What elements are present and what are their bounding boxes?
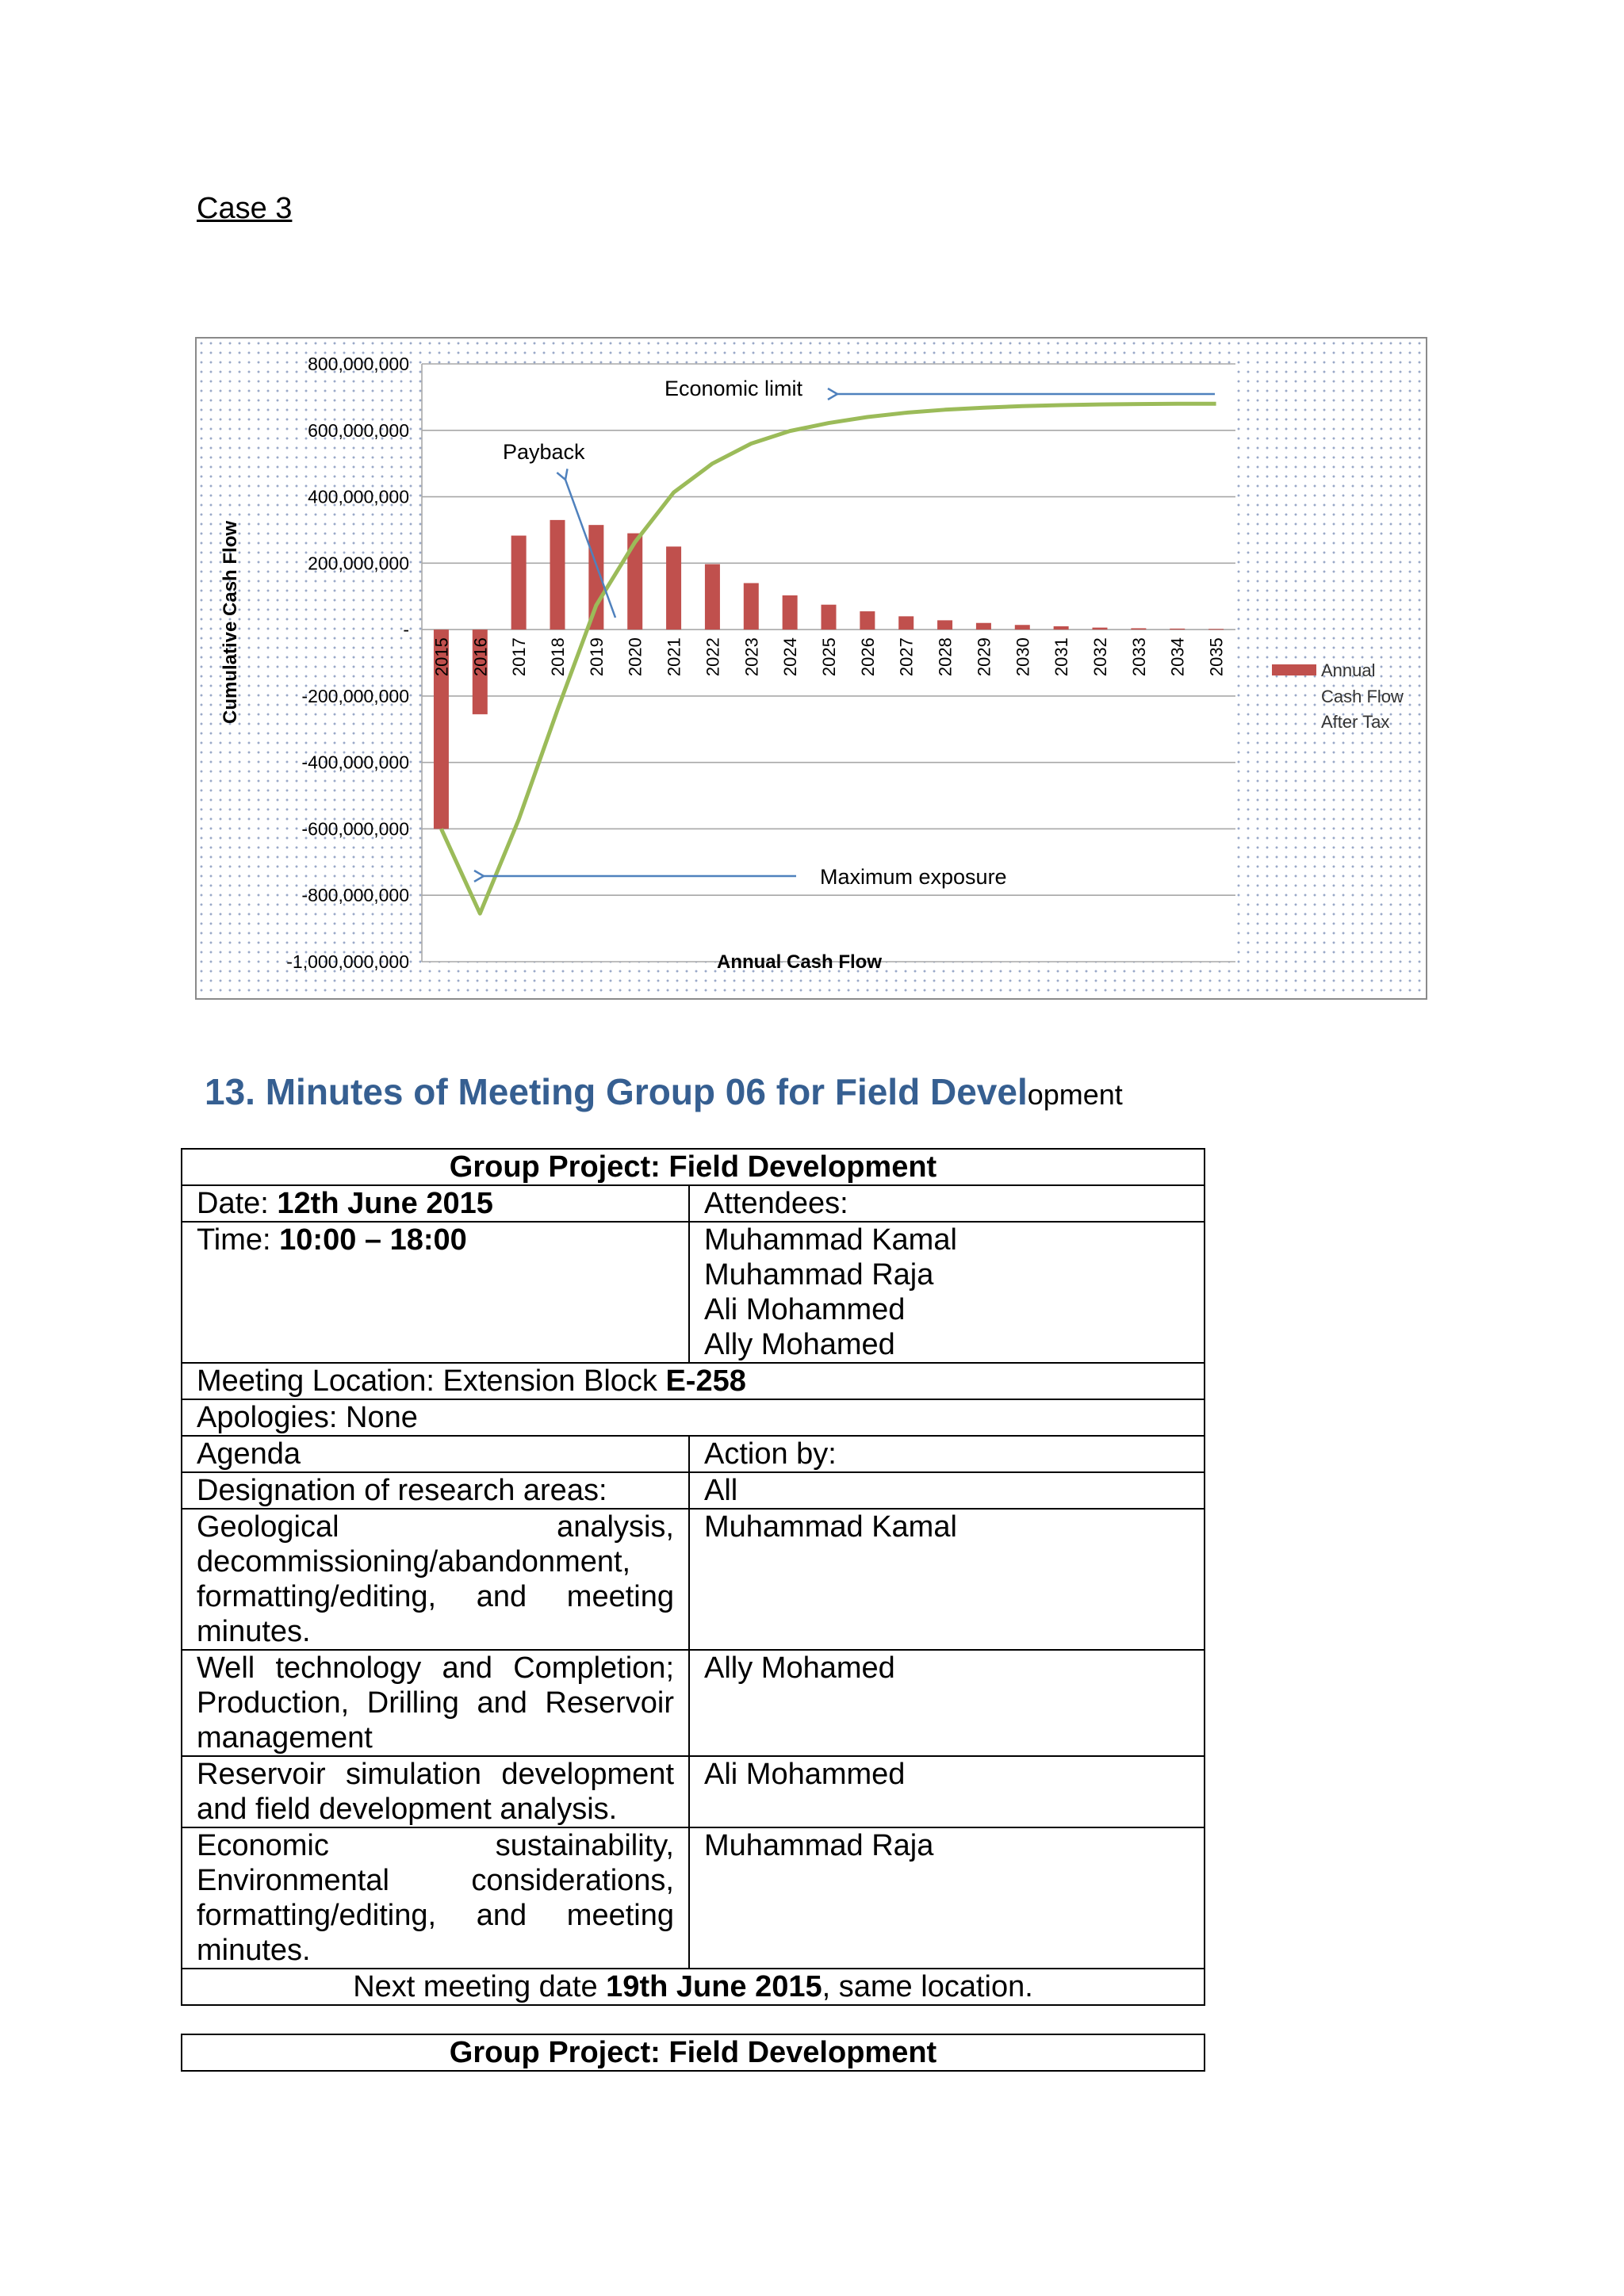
attendee: Muhammad Kamal xyxy=(704,1223,957,1257)
attendees-header: Attendees: xyxy=(689,1185,1205,1222)
agenda-item: Designation of research areas: xyxy=(182,1472,689,1509)
time-value: 10:00 – 18:00 xyxy=(279,1223,467,1257)
bar-2022 xyxy=(705,564,720,630)
action-by: All xyxy=(689,1472,1205,1509)
bar-2017 xyxy=(511,536,527,630)
x-tick-label: 2033 xyxy=(1128,637,1149,677)
bar-2030 xyxy=(1015,625,1030,629)
section-heading xyxy=(205,1070,1123,1113)
y-tick-label: -400,000,000 xyxy=(301,752,409,773)
agenda-header: Agenda xyxy=(182,1436,689,1472)
action-header: Action by: xyxy=(689,1436,1205,1472)
minutes-title-text: Group Project: Field Development xyxy=(449,1150,937,1184)
minutes-table-2 xyxy=(181,2034,1205,2072)
bar-2024 xyxy=(783,595,798,629)
legend-swatch xyxy=(1272,664,1316,675)
y-axis-title: Cumulative Cash Flow xyxy=(220,520,241,725)
next-meeting-suffix: , same location. xyxy=(822,1970,1033,2003)
y-tick-label: 800,000,000 xyxy=(308,354,409,374)
x-tick-label: 2035 xyxy=(1206,637,1227,677)
bar-2021 xyxy=(666,546,681,629)
maximum-exposure-label: Maximum exposure xyxy=(820,865,1007,889)
bar-2029 xyxy=(976,623,991,629)
cash-flow-chart xyxy=(195,337,1427,1000)
x-tick-label: 2021 xyxy=(664,637,684,677)
location-label: Meeting Location: Extension Block xyxy=(197,1364,666,1398)
x-tick-label: 2025 xyxy=(819,637,839,677)
minutes-title xyxy=(182,1149,1205,1185)
y-tick-label: -600,000,000 xyxy=(301,818,409,840)
agenda-item: Geological analysis, decommissioning/abandonment, formatting/editing, and meeting minutes. xyxy=(182,1509,689,1650)
x-tick-label: 2017 xyxy=(509,637,530,677)
table-2-title-text: Group Project: Field Development xyxy=(449,2036,937,2069)
x-tick-label: 2022 xyxy=(703,637,723,677)
heading-main: 13. Minutes of Meeting Group 06 for Field Devel xyxy=(205,1071,1028,1112)
x-tick-label: 2028 xyxy=(935,637,956,677)
legend-label-line-1: Annual xyxy=(1321,660,1376,680)
x-tick-label: 2018 xyxy=(548,637,568,677)
y-tick-label: 600,000,000 xyxy=(308,419,409,441)
action-by: Ally Mohamed xyxy=(689,1650,1205,1756)
next-meeting-date: 19th June 2015 xyxy=(606,1970,822,2003)
x-axis-title: Annual Cash Flow xyxy=(716,951,883,973)
date-value: 12th June 2015 xyxy=(277,1187,493,1220)
bar-2028 xyxy=(937,620,952,629)
x-tick-label: 2029 xyxy=(974,637,994,677)
attendees-list xyxy=(689,1222,1205,1363)
action-by: Muhammad Raja xyxy=(689,1827,1205,1969)
action-by: Muhammad Kamal xyxy=(689,1509,1205,1650)
y-tick-label: -1,000,000,000 xyxy=(286,951,409,972)
time-label: Time: xyxy=(197,1223,280,1257)
attendee: Ally Mohamed xyxy=(704,1328,895,1361)
bar-2018 xyxy=(550,520,565,629)
minutes-table xyxy=(181,1148,1205,2006)
heading-tail: opment xyxy=(1027,1078,1123,1111)
date-cell xyxy=(182,1185,689,1222)
next-meeting-prefix: Next meeting date xyxy=(353,1970,607,2003)
bar-2031 xyxy=(1054,626,1069,629)
bar-2027 xyxy=(898,616,914,629)
case-label: Case 3 xyxy=(197,192,293,225)
y-tick-label: -200,000,000 xyxy=(301,685,409,706)
x-tick-label: 2032 xyxy=(1090,637,1110,677)
x-tick-label: 2023 xyxy=(741,637,762,677)
x-tick-label: 2030 xyxy=(1013,637,1033,677)
x-tick-label: 2034 xyxy=(1167,637,1188,677)
bar-2023 xyxy=(744,583,759,629)
x-tick-label: 2016 xyxy=(470,637,491,677)
attendee: Ali Mohammed xyxy=(704,1293,906,1326)
x-tick-label: 2031 xyxy=(1051,637,1072,677)
payback-label: Payback xyxy=(503,440,585,464)
x-tick-label: 2027 xyxy=(896,637,917,677)
x-tick-label: 2015 xyxy=(431,637,452,677)
time-cell xyxy=(182,1222,689,1363)
table-2-title xyxy=(182,2034,1205,2071)
agenda-item: Reservoir simulation development and field development analysis. xyxy=(182,1756,689,1827)
bar-2025 xyxy=(822,605,837,629)
y-tick-label: - xyxy=(403,619,409,641)
economic-limit-label: Economic limit xyxy=(665,377,803,400)
date-label: Date: xyxy=(197,1187,278,1220)
bar-2033 xyxy=(1131,628,1146,629)
action-by: Ali Mohammed xyxy=(689,1756,1205,1827)
location-value: E-258 xyxy=(665,1364,746,1398)
y-tick-label: 400,000,000 xyxy=(308,486,409,507)
x-tick-label: 2024 xyxy=(780,637,801,677)
bar-2032 xyxy=(1093,628,1108,630)
chart-svg xyxy=(197,339,1426,998)
bar-2026 xyxy=(860,611,875,629)
y-tick-label: -800,000,000 xyxy=(301,885,409,906)
x-tick-label: 2026 xyxy=(857,637,878,677)
y-tick-label: 200,000,000 xyxy=(308,553,409,574)
agenda-item: Well technology and Completion; Production, Drilling and Reservoir management xyxy=(182,1650,689,1756)
legend-label-line-2: Cash Flow xyxy=(1321,687,1404,706)
attendee: Muhammad Raja xyxy=(704,1258,934,1292)
apologies-cell: Apologies: None xyxy=(182,1399,1205,1436)
x-tick-label: 2019 xyxy=(586,637,607,677)
agenda-item: Economic sustainability, Environmental considerations, formatting/editing, and meeting minutes. xyxy=(182,1827,689,1969)
next-meeting-cell xyxy=(182,1969,1205,2005)
x-tick-label: 2020 xyxy=(625,637,645,677)
location-cell xyxy=(182,1363,1205,1399)
legend-label-line-3: After Tax xyxy=(1321,712,1390,732)
